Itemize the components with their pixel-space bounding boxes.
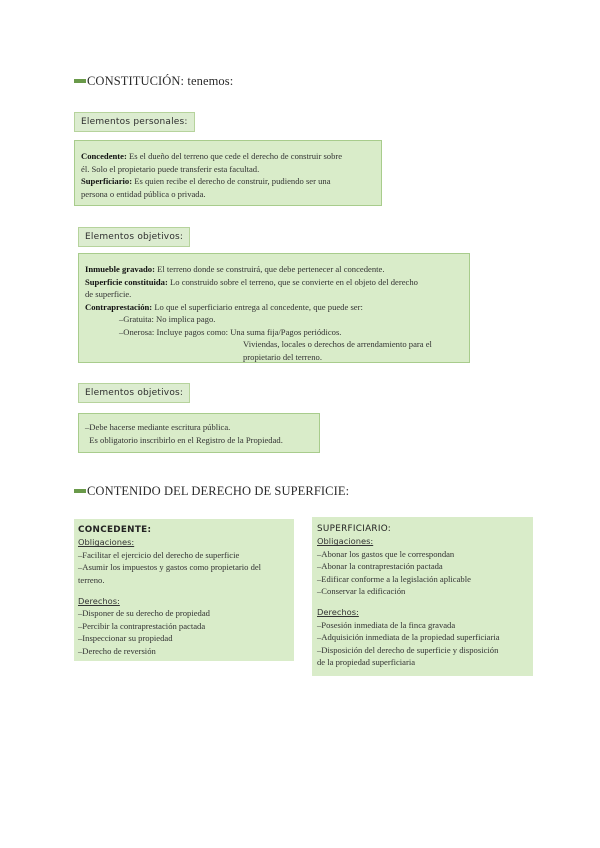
formal-line: Es obligatorio inscribirlo en el Registro de la Propiedad. (85, 434, 283, 445)
heading-text: CONSTITUCIÓN: (87, 74, 185, 88)
heading-marker (74, 489, 86, 493)
panel-concedente (74, 519, 294, 661)
list-item: de la propiedad superficiaria (317, 657, 416, 668)
tag-elementos-objetivos: Elementos objetivos: (78, 227, 190, 247)
objective-line: Inmueble gravado: El terreno donde se construirá, que debe pertenecer al concedente. (85, 264, 385, 274)
onerosa-cont: Viviendas, locales o derechos de arrendamiento para el (243, 339, 432, 349)
tag-elementos-personales: Elementos personales: (74, 112, 195, 132)
list-item: –Disposición del derecho de superficie y disposición (317, 644, 499, 655)
objective-line: Contraprestación: Lo que el superficiario entrega al concedente, que puede ser: (85, 301, 363, 312)
heading-text: CONTENIDO DEL DERECHO DE SUPERFICIE: (87, 484, 350, 498)
derechos-label: Derechos: (317, 607, 359, 618)
obligaciones-label: Obligaciones: (317, 536, 374, 547)
list-item: –Adquisición inmediata de la propiedad superficiaria (317, 632, 500, 643)
contraprestacion-item: –Gratuita: No implica pago. (119, 314, 216, 324)
list-item: –Abonar los gastos que le correspondan (317, 548, 455, 559)
list-item: –Abonar la contraprestación pactada (317, 561, 443, 572)
list-item: –Disponer de su derecho de propiedad (78, 608, 210, 619)
list-item: –Asumir los impuestos y gastos como propietario del (78, 562, 262, 573)
objective-line: Superficie constituida: Lo construido sobre el terreno, que se convierte en el objeto del derecho (85, 276, 418, 287)
derechos-label: Derechos: (78, 596, 120, 607)
obligaciones-label: Obligaciones: (78, 537, 135, 548)
personal-line: Concedente: Es el dueño del terreno que cede el derecho de construir sobre (81, 151, 343, 161)
list-item: terreno. (78, 574, 105, 585)
box-elementos-formales (78, 413, 320, 453)
concedente-title: CONCEDENTE: (78, 525, 152, 535)
onerosa-cont: propietario del terreno. (243, 351, 322, 362)
list-item: –Derecho de reversión (78, 645, 156, 656)
heading-marker (74, 79, 86, 83)
list-item: –Percibir la contraprestación pactada (78, 620, 206, 631)
personal-line: Superficiario: Es quien recibe el derecho de construir, pudiendo ser una (81, 176, 331, 186)
heading-suffix: tenemos: (187, 74, 234, 88)
section-heading-constitucion (74, 74, 233, 89)
list-item: –Inspeccionar su propiedad (78, 633, 173, 644)
objective-line: de superficie. (85, 289, 132, 299)
superficiario-title: SUPERFICIARIO: (317, 524, 392, 534)
formal-line: –Debe hacerse mediante escritura pública. (85, 422, 231, 432)
section-heading-contenido (74, 484, 349, 499)
list-item: –Posesión inmediata de la finca gravada (317, 619, 456, 630)
list-item: –Conservar la edificación (317, 586, 406, 597)
box-elementos-personales (74, 140, 382, 206)
box-elementos-objetivos (78, 253, 470, 363)
tag-elementos-formales: Elementos objetivos: (78, 383, 190, 403)
list-item: –Edificar conforme a la legislación aplicable (317, 573, 471, 584)
panel-superficiario (312, 517, 533, 676)
personal-line: él. Solo el propietario puede transferir esta facultad. (81, 163, 260, 174)
personal-line: persona o entidad pública o privada. (81, 188, 206, 199)
list-item: –Facilitar el ejercicio del derecho de superficie (78, 549, 240, 560)
contraprestacion-item: –Onerosa: Incluye pagos como: Una suma fija/Pagos periódicos. (119, 326, 342, 337)
